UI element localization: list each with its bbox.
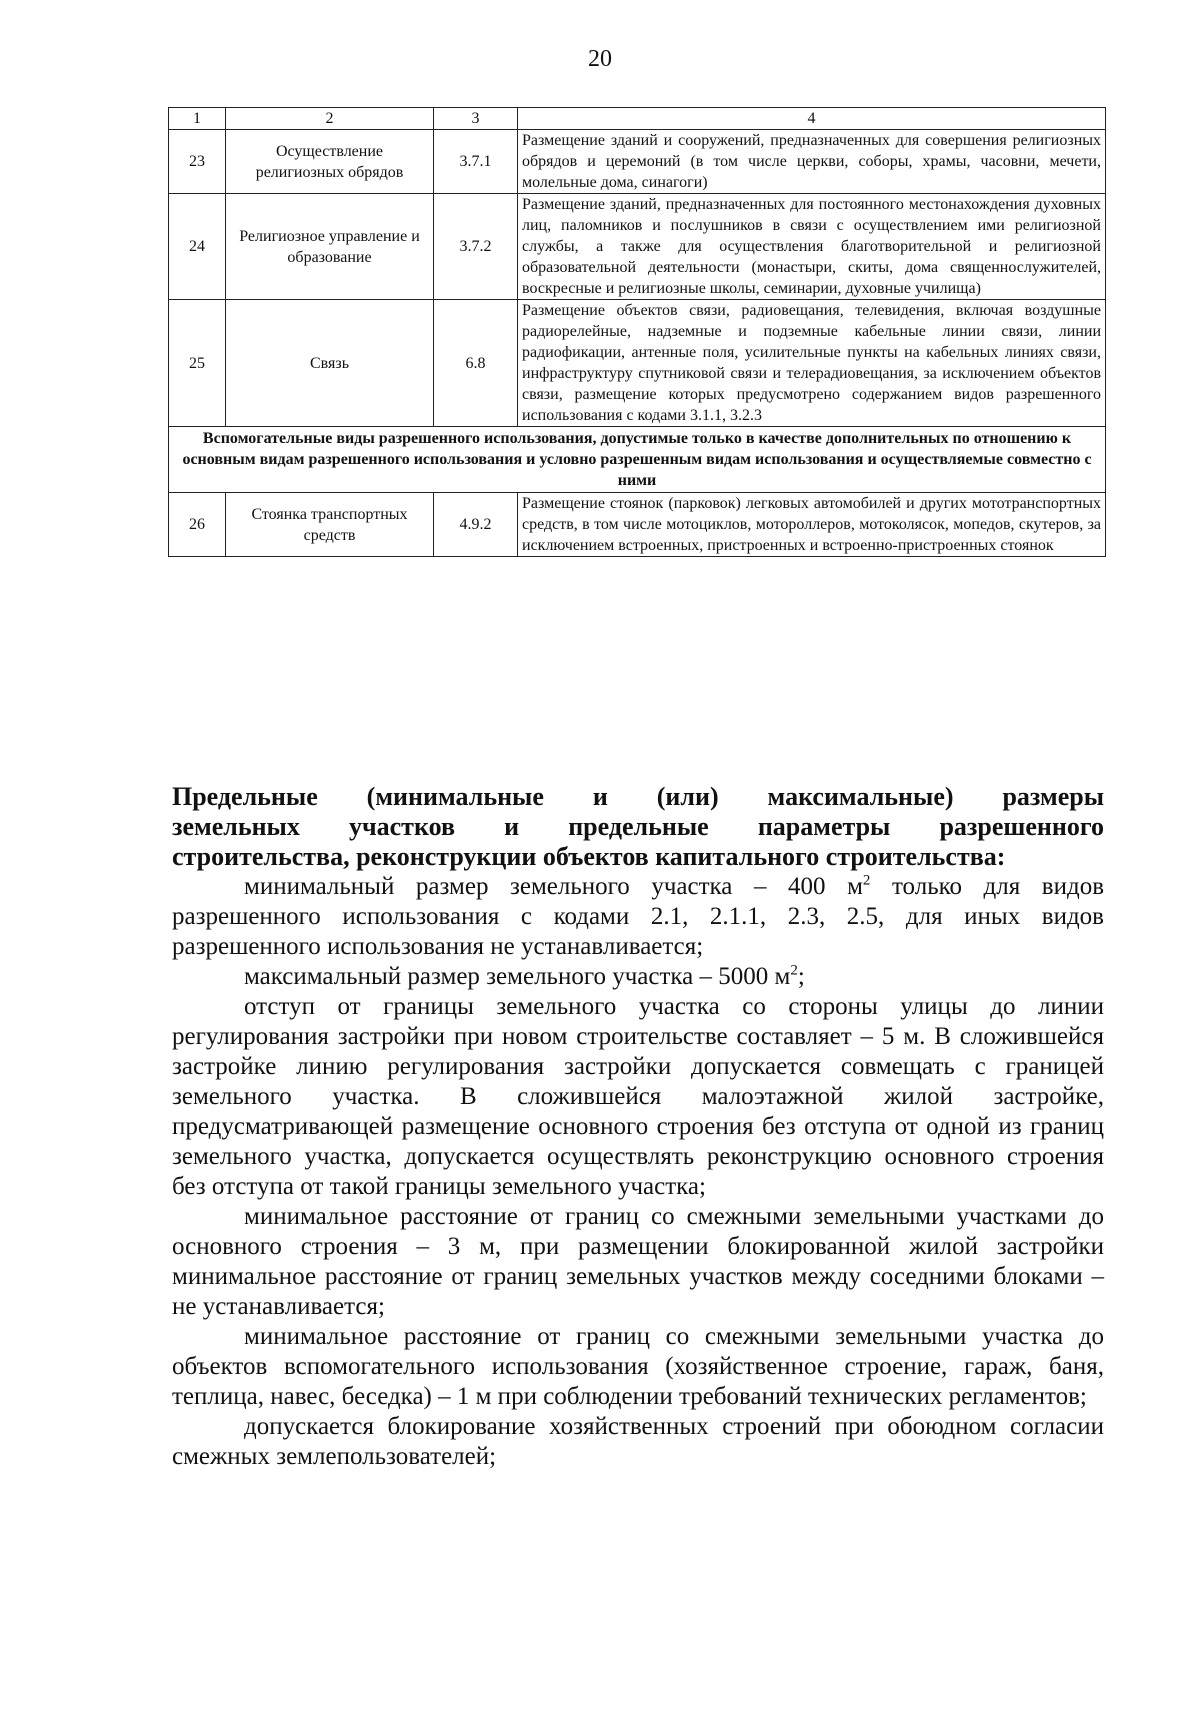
use-name: Связь xyxy=(226,300,434,427)
table-row xyxy=(169,300,1106,427)
table-row xyxy=(169,194,1106,300)
paragraph-auxiliary-distance: минимальное расстояние от границ со смежными земельными участка до объектов вспомогательного использования (хозяйственное строение, гараж, баня, теплица, навес, беседка) – 1 м при соблюдении требований технических регламентов; xyxy=(172,1323,1104,1410)
land-use-table xyxy=(168,107,1106,557)
table-header-cell: 1 xyxy=(169,108,226,130)
text-fragment: ; xyxy=(797,963,805,990)
table-header-cell: 2 xyxy=(226,108,434,130)
section-heading-line: земельных участков и предельные параметры разрешенного xyxy=(172,812,1104,841)
table-header-cell: 4 xyxy=(518,108,1106,130)
superscript: 2 xyxy=(862,872,871,889)
use-description: Размещение зданий и сооружений, предназначенных для совершения религиозных обрядов и церемоний (в том числе церкви, соборы, храмы, часовни, мечети, молельные дома, синагоги) xyxy=(518,130,1106,194)
main-text xyxy=(172,782,1104,1472)
section-heading-line: строительства, реконструкции объектов капитального строительства: xyxy=(172,842,1006,871)
use-code: 3.7.1 xyxy=(434,130,518,194)
row-number: 24 xyxy=(169,194,226,300)
use-description: Размещение объектов связи, радиовещания, телевидения, включая воздушные радиорелейные, надземные и подземные кабельные линии связи, линии радиофикации, антенные поля, усилительные пункты на кабельных линиях связи, инфраструктуру спутниковой связи и телерадиовещания, за исключением объектов связи, размещение которых предусмотрено содержанием видов разрешенного использования с кодами 3.1.1, 3.2.3 xyxy=(518,300,1106,427)
use-name: Осуществление религиозных обрядов xyxy=(226,130,434,194)
row-number: 26 xyxy=(169,493,226,557)
paragraph-blocking: допускается блокирование хозяйственных строений при обоюдном согласии смежных землепользователей; xyxy=(172,1413,1104,1470)
table-section-row xyxy=(169,427,1106,493)
use-code: 3.7.2 xyxy=(434,194,518,300)
use-code: 6.8 xyxy=(434,300,518,427)
section-heading-line: Предельные (минимальные и (или) максимальные) размеры xyxy=(172,782,1104,811)
table-header-row xyxy=(169,108,1106,130)
text-fragment: максимальный размер земельного участка – 5000 м xyxy=(244,963,791,990)
paragraph-min-plot-size xyxy=(172,872,1104,962)
use-name: Религиозное управление и образование xyxy=(226,194,434,300)
table-row xyxy=(169,493,1106,557)
paragraph-max-plot-size xyxy=(172,962,1104,992)
table-header-cell: 3 xyxy=(434,108,518,130)
superscript: 2 xyxy=(790,962,798,979)
text-fragment: минимальный размер земельного участка – 400 м xyxy=(244,873,863,900)
use-code: 4.9.2 xyxy=(434,493,518,557)
use-description: Размещение зданий, предназначенных для постоянного местонахождения духовных лиц, паломников и послушников в связи с осуществлением ими религиозной службы, а также для осуществления благотворительной и религиозной образовательной деятельности (монастыри, скиты, дома священнослужителей, воскресные и религиозные школы, семинарии, духовные училища) xyxy=(518,194,1106,300)
paragraph-street-setback: отступ от границы земельного участка со стороны улицы до линии регулирования застройки при новом строительстве составляет – 5 м. В сложившейся застройке линию регулирования застройки допускается совмещать с границей земельного участка. В сложившейся малоэтажной жилой застройке, предусматривающей размещение основного строения без отступа от одной из границ земельного участка, допускается осуществлять реконструкцию основного строения без отступа от такой границы земельного участка; xyxy=(172,993,1104,1200)
text-fragment: только для видов разрешенного использования с кодами 2.1, 2.1.1, 2.3, 2.5, для иных видов разрешенного использования не устанавливается; xyxy=(172,873,1105,960)
paragraph-main-building-distance: минимальное расстояние от границ со смежными земельными участками до основного строения – 3 м, при размещении блокированной жилой застройки минимальное расстояние от границ земельных участков между соседними блоками – не устанавливается; xyxy=(172,1203,1104,1320)
row-number: 25 xyxy=(169,300,226,427)
row-number: 23 xyxy=(169,130,226,194)
use-name: Стоянка транспортных средств xyxy=(226,493,434,557)
use-description: Размещение стоянок (парковок) легковых автомобилей и других мототранспортных средств, в том числе мотоциклов, мотороллеров, мотоколясок, мопедов, скутеров, за исключением встроенных, пристроенных и встроенно-пристроенных стоянок xyxy=(518,493,1106,557)
page-number: 20 xyxy=(588,46,612,72)
table-row xyxy=(169,130,1106,194)
section-title: Вспомогательные виды разрешенного использования, допустимые только в качестве дополнительных по отношению к основным видам разрешенного использования и условно разрешенным видам использования и осуществляемые совместно с ними xyxy=(169,427,1106,493)
